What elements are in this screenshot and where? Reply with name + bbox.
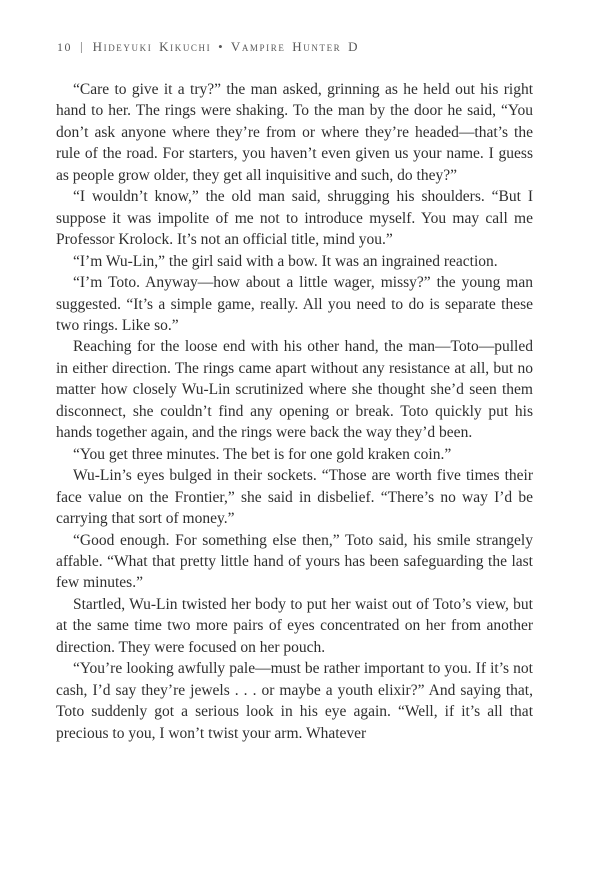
paragraph: “Good enough. For something else then,” Toto said, his smile strangely affable. “What that pretty little hand of yours has been safeguarding the last few minutes.” <box>56 531 533 592</box>
book-title: Hideyuki Kikuchi • Vampire Hunter D <box>92 39 360 54</box>
running-header <box>57 38 600 56</box>
paragraph: “I wouldn’t know,” the old man said, shrugging his shoulders. “But I suppose it was impolite of me not to introduce myself. You may call me Professor Krolock. It’s not an official title, mind you.” <box>56 188 533 249</box>
paragraph: “You’re looking awfully pale—must be rather important to you. If it’s not cash, I’d say they’re jewels . . . or maybe a youth elixir?” And saying that, Toto suddenly got a serious look in his eye again. “Well, if it’s all that precious to you, I won’t twist your arm. Whatever <box>56 660 533 742</box>
header-separator: | <box>80 38 83 54</box>
paragraph: “I’m Toto. Anyway—how about a little wager, missy?” the young man suggested. “It’s a simple game, really. All you need to do is separate these two rings. Like so.” <box>56 274 533 334</box>
paragraph: Startled, Wu-Lin twisted her body to put her waist out of Toto’s view, but at the same time two more pairs of eyes concentrated on her from another direction. They were focused on her pouch. <box>56 595 533 656</box>
paragraph: “I’m Wu-Lin,” the girl said with a bow. It was an ingrained reaction. <box>73 252 498 270</box>
paragraph: “Care to give it a try?” the man asked, grinning as he held out his right hand to her. The rings were shaking. To the man by the door he said, “You don’t ask anyone where they’re from or where they’re headed—that’s the rule of the road. For starters, you haven’t even given us your name. I guess as people grow older, they get all inquisitive and such, do they?” <box>56 81 533 184</box>
paragraph: Wu-Lin’s eyes bulged in their sockets. “Those are worth five times their face value on the Frontier,” she said in disbelief. “There’s no way I’d be carrying that sort of money.” <box>56 467 533 528</box>
page-body <box>56 79 533 744</box>
paragraph: Reaching for the loose end with his other hand, the man—Toto—pulled in either direction. The rings came apart without any resistance at all, but no matter how closely Wu-Lin scrutinized where she thought she’d seen them disconnect, she couldn’t find any opening or break. Toto quickly put his hands together again, and the rings were back the way they’d been. <box>56 338 533 442</box>
page-number: 10 <box>57 40 72 54</box>
paragraph: “You get three minutes. The bet is for one gold kraken coin.” <box>73 445 452 463</box>
